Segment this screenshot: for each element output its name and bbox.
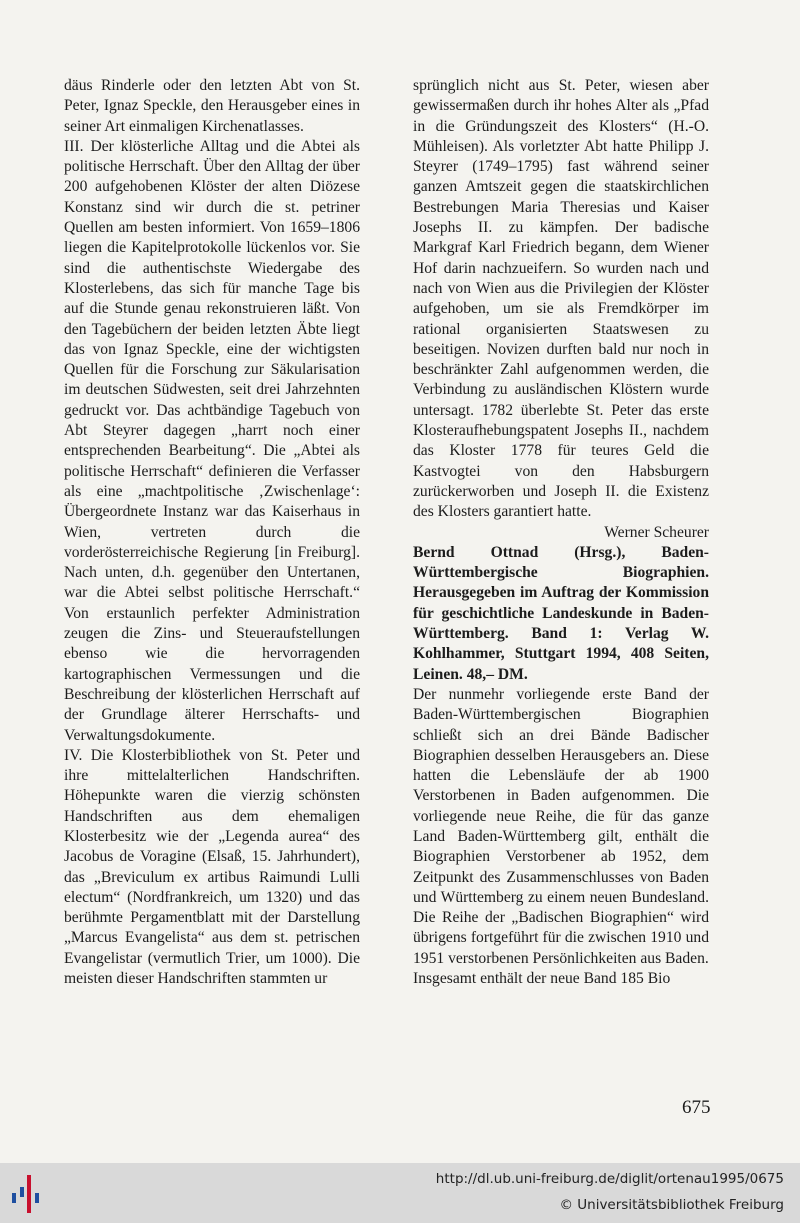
right-text-column	[413, 76, 709, 989]
review-heading: Bernd Ottnad (Hrsg.), Baden-Württembergische Biographien. Herausgegeben im Auftrag der Kommission für geschichtliche Landeskunde in Baden-Württemberg. Band 1: Verlag W. Kohlhammer, Stuttgart 1994, 408 Seiten, Leinen. 48,– DM.	[413, 543, 709, 683]
paragraph: IV. Die Klosterbibliothek von St. Peter und ihre mittelalterlichen Handschriften. Höhepunkte waren die vierzig schönsten Handschriften aus dem ehemaligen Klosterbesitz wie der „Legenda aurea“ des Jacobus de Voragine (Elsaß, 15. Jahrhundert), das „Breviculum ex artibus Raimundi Lulli electum“ (Nordfrankreich, um 1320) und das berühmte Pergamentblatt mit der Darstellung „Marcus Evangelista“ aus dem st. petrischen Evangelistar (vermutlich Trier, um 1000). Die meisten dieser Handschriften stammten ur	[64, 746, 360, 988]
paragraph: Der nunmehr vorliegende erste Band der Baden-Württembergischen Biographien schließt sich an drei Bände Badischer Biographien desselben Herausgebers an. Diese hatten die Lebensläufe der ab 1900 Verstorbenen in Baden aufgenommen. Die vorliegende neue Reihe, die für das ganze Land Baden-Württemberg gilt, enthält die Biographien Verstorbener ab 1952, dem Zeitpunkt des Zusammenschlusses von Baden und Württemberg zu einem neuen Bundesland. Die Reihe der „Badischen Biographien“ wird übrigens fortgeführt für die zwischen 1910 und 1951 verstorbenen Persönlichkeiten aus Baden.	[413, 685, 709, 967]
reviewer-signature: Werner Scheurer	[604, 523, 709, 541]
paragraph: Insgesamt enthält der neue Band 185 Bio	[413, 970, 671, 988]
paragraph: III. Der klösterliche Alltag und die Abtei als politische Herrschaft. Über den Alltag der über 200 aufgehobenen Klöster der alten Diözese Konstanz sind wir durch die st. petriner Quellen am besten informiert. Von 1659–1806 liegen die Kapitelprotokolle lückenlos vor. Sie sind die authentischste Wiedergabe des Klosterlebens, das sich für manche Tage bis auf die Stunde genau rekonstruieren läßt. Von den Tagebüchern der beiden letzten Äbte liegt das von Ignaz Speckle, eine der wichtigsten Quellen für die Forschung zur Säkularisation im deutschen Südwesten, seit drei Jahrzehnten gedruckt vor. Das achtbändige Tagebuch von Abt Steyrer dagegen „harrt noch einer entsprechenden Bearbeitung“. Die „Abtei als politische Herrschaft“ definieren die Verfasser als eine „machtpolitische ‚Zwischenlage‘: Übergeordnete Instanz war das Kaiserhaus in Wien, vertreten durch die vorderösterreichische Regierung [in Freiburg]. Nach unten, d.h. gegenüber den Untertanen, war die Abtei selbst politische Herrschaft.“ Von erstaunlich perfekter Administration zeugen die Zins- und Steueraufstellungen ebenso wie die hervorragenden kartographischen Vermessungen und die Beschreibung der klösterlichen Herrschaft auf der Grundlage älterer Herrschafts- und Verwaltungsdokumente.	[64, 137, 360, 744]
paragraph: däus Rinderle oder den letzten Abt von St. Peter, Ignaz Speckle, den Herausgeber eines in seiner Art einmaligen Kirchenatlasses.	[64, 77, 360, 135]
page-number: 675	[682, 1097, 711, 1118]
copyright-notice: © Universitätsbibliothek Freiburg	[559, 1197, 784, 1213]
ub-freiburg-logo-icon	[10, 1171, 46, 1217]
left-text-column	[64, 76, 360, 989]
source-url-link[interactable]: http://dl.ub.uni-freiburg.de/diglit/ortenau1995/0675	[435, 1171, 784, 1187]
paragraph: sprünglich nicht aus St. Peter, wiesen aber gewissermaßen durch ihr hohes Alter als „Pfad in die Gründungszeit des Klosters“ (H.-O. Mühleisen). Als vorletzter Abt hatte Philipp J. Steyrer (1749–1795) fast während seiner ganzen Amtszeit gegen die staatskirchlichen Bestrebungen Maria Theresias und Kaiser Josephs II. zu kämpfen. Der badische Markgraf Karl Friedrich begann, dem Wiener Hof darin nachzueifern. So wurden nach und nach von Wien aus die Privilegien der Klöster aufgehoben, um sie als Fremdkörper im rational organisierten Staatswesen zu beseitigen. Novizen durften bald nur noch in beschränkter Zahl aufgenommen werden, die Verbindung zu ausländischen Klöstern wurde untersagt. 1782 überlebte St. Peter das erste Klosteraufhebungspatent Josephs II., nachdem das Kloster 1778 für teures Geld die Kastvogtei von den Habsburgern zurückerworben und Joseph II. die Existenz des Klosters garantiert hatte.	[413, 77, 709, 521]
library-footer	[0, 1163, 800, 1223]
